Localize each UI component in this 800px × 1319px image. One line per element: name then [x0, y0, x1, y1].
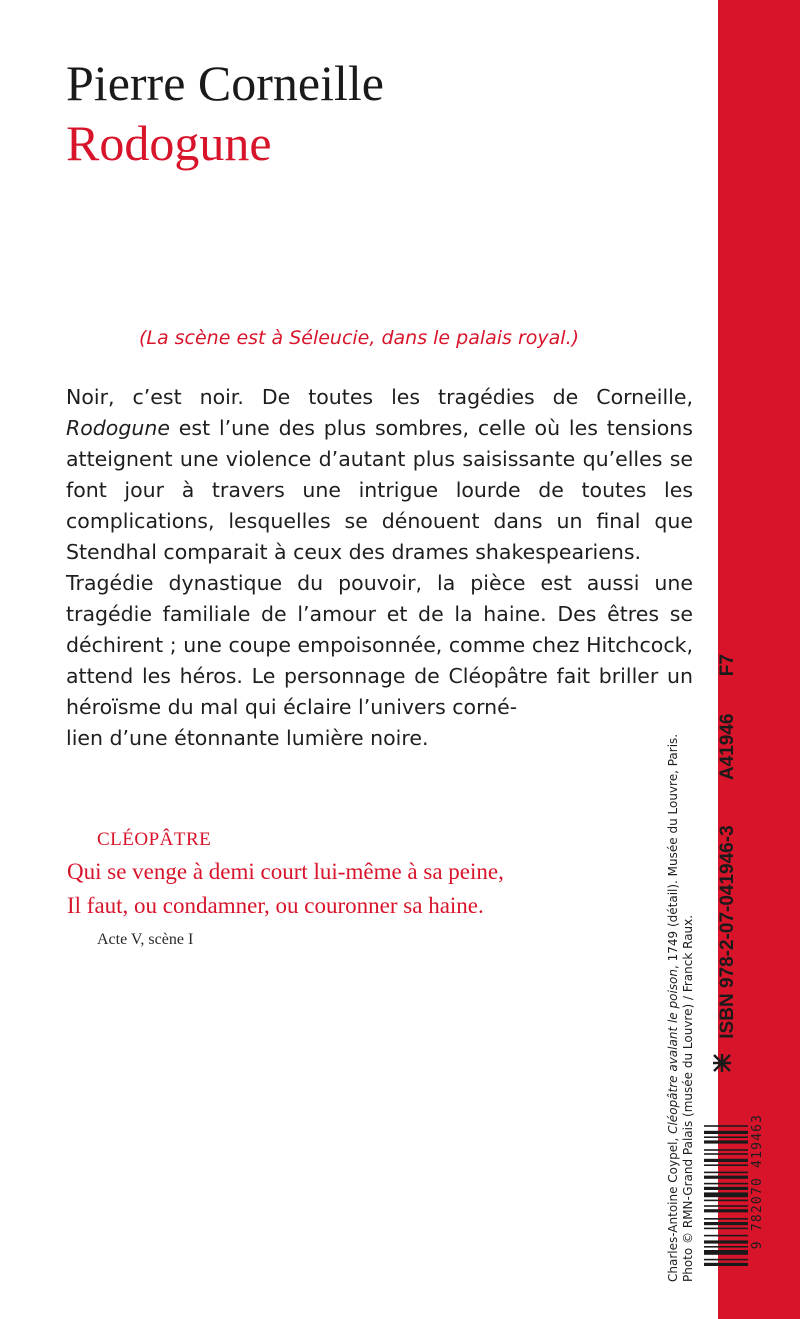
image-credit	[666, 682, 696, 1282]
catalog-code: A41946	[717, 713, 738, 781]
barcode-bar	[704, 1187, 748, 1190]
price-code: F7	[717, 654, 738, 677]
barcode-digits: 9 782070 419463	[750, 1113, 765, 1250]
quote-reference: Acte V, scène I	[97, 931, 194, 948]
publisher-logo-icon	[708, 1052, 748, 1074]
credit-line-1	[666, 682, 681, 1282]
blurb-text-2: est l’une des plus sombres, celle où les tensions atteignent une violence d’autant plus saisissante qu’elles se font jour à travers une intrigue lourde de toutes les complications, lesquelles se dénouent dans un final que Stendhal comparait à ceux des drames shakespeariens.	[66, 416, 693, 564]
barcode-bar	[704, 1250, 748, 1255]
blurb-text-1: Noir, c’est noir. De toutes les tragédies de Corneille,	[66, 385, 693, 409]
blurb-paragraph-2	[66, 568, 693, 723]
barcode-bar	[704, 1140, 748, 1143]
barcode-bar	[704, 1176, 748, 1179]
credit-prefix: Charles-Antoine Coypel,	[666, 1133, 680, 1282]
quote-line-1: Qui se venge à demi court lui-même à sa peine,	[67, 859, 504, 884]
barcode-bar	[704, 1209, 748, 1212]
barcode-bar	[704, 1200, 748, 1202]
isbn-number: ISBN 978-2-07-041946-3	[717, 825, 738, 1039]
barcode-bar	[704, 1136, 748, 1138]
barcode-bar	[704, 1192, 748, 1197]
credit-suffix: , 1749 (détail). Musée du Louvre, Paris.	[666, 733, 680, 970]
isbn-row	[708, 654, 748, 1074]
barcode-bar	[704, 1259, 748, 1261]
author-name: Pierre Corneille	[66, 55, 384, 111]
blurb-paragraph-1	[66, 382, 693, 568]
book-title: Rodogune	[66, 115, 272, 171]
barcode-bar	[704, 1246, 748, 1248]
barcode-bar	[704, 1172, 748, 1174]
barcode-block	[704, 654, 765, 1284]
barcode-bar	[704, 1131, 748, 1134]
barcode-bar	[704, 1263, 748, 1266]
blurb-text-3: Tragédie dynastique du pouvoir, la pièce est aussi une tragédie familiale de l’amour et de la haine. Des êtres se déchirent ; une coupe empoisonnée, comme chez Hitchcock, attend les héros. Le personnage de Cléopâtre fait briller un héroïsme du mal qui éclaire l’univers corné-	[66, 571, 693, 719]
credit-line-2: Photo © RMN-Grand Palais (musée du Louvre) / Franck Raux.	[681, 914, 695, 1282]
blurb-paragraph-2-end	[66, 723, 693, 754]
quote-line-2: Il faut, ou condamner, ou couronner sa haine.	[67, 893, 484, 918]
barcode-bar	[704, 1218, 748, 1220]
barcode-bar	[704, 1149, 748, 1151]
blurb	[66, 382, 693, 754]
barcode-bar	[704, 1240, 748, 1243]
barcode-bar	[704, 1159, 748, 1162]
blurb-title-italic: Rodogune	[66, 416, 170, 440]
barcode-bar	[704, 1125, 748, 1127]
blurb-text-4: lien d’une étonnante lumière noire.	[66, 726, 429, 750]
barcode	[704, 1086, 748, 1266]
barcode-bar	[704, 1164, 748, 1166]
barcode-bar	[704, 1222, 748, 1225]
stage-direction: (La scène est à Séleucie, dans le palais royal.)	[138, 327, 580, 349]
barcode-bar	[704, 1153, 748, 1155]
barcode-bar	[704, 1183, 748, 1185]
credit-artwork-title: Cléopâtre avalant le poison	[666, 969, 680, 1134]
quote-speaker: CLÉOPÂTRE	[97, 829, 212, 850]
barcode-bar	[704, 1228, 748, 1230]
barcode-bar	[704, 1235, 748, 1237]
barcode-bar	[704, 1205, 748, 1207]
